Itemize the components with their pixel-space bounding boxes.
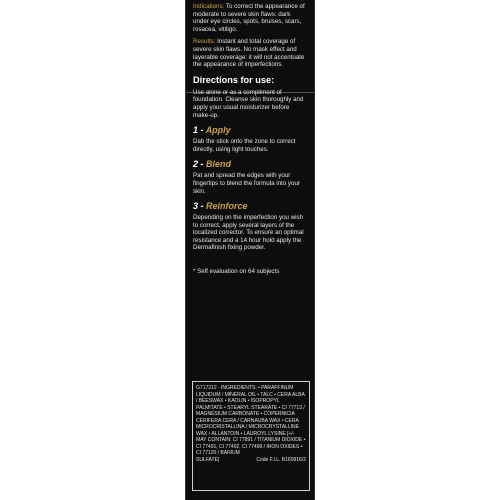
product-box-side-panel [185,0,315,500]
instructions-text [193,3,307,276]
step-text: Dab the stick onto the zone to correct directly, using light touches. [193,138,296,153]
ingredients-last-word: SULFATE] [196,456,220,463]
step-name: Blend [206,159,232,170]
indications-label: Indications: [193,3,225,10]
step-heading [193,201,307,211]
step-text: Depending on the imperfection you wish to correct, apply several layers of the localized corrector. To ensure an optimal resistance and a 14 hour hold apply the Dermafinish fixing powder. [193,214,304,252]
step-name: Reinforce [206,201,248,212]
results-text: Instant and total coverage of severe skin flaws. No mask effect and layerable coverage: it will not accentuate the appearance of imperfections. [193,38,305,69]
indications-section [193,3,307,33]
ingredients-text: G717212 - INGREDIENTS: • PARAFFINUM LIQUIDUM / MINERAL OIL • TALC • CERA ALBA / BEESWAX • KAOLIN • ISOPROPYL PALMITATE • STEARYL STEARATE • CI 77713 / MAGNESIUM CARBONATE • COPERNICIA CERIFERA CERA / CARNAUBA WAX • CERA MICROCRISTALLINA / MICROCRYSTALLINE WAX • ALLANTOIN • LAUROYL LYSINE [+/- MAY CONTAIN: CI 77891 / TITANIUM DIOXIDE • CI 77491, CI 77492, CI 77499 / IRON OXIDES • CI 77120 / BARIUM [196,385,306,456]
indications-text: To correct the appearance of moderate to severe skin flaws: dark under eye circles, spots, bruises, scars, rosacea, vitiligo. [193,3,305,33]
step-heading [193,159,307,169]
step-number: 3 - [193,201,204,212]
batch-code: Code F.I.L. B160916/2 [256,456,306,463]
self-evaluation-footnote: * Self evaluation on 64 subjects [193,268,280,276]
directions-intro: Use alone or as a compliment of foundation. Cleanse skin thoroughly and apply your usual moisturizer before make-up. [193,88,304,119]
ingredients-last-line [196,457,306,464]
step-number: 1 - [193,125,204,136]
step-name: Apply [205,125,231,136]
step-reinforce [193,201,307,252]
results-section [193,38,307,68]
step-heading [193,125,307,135]
step-text: Pat and spread the edges with your fingertips to blend the formula into your skin. [193,172,300,195]
step-blend [193,159,307,195]
step-number: 2 - [193,159,204,170]
ingredients-box [192,381,310,491]
directions-title: Directions for use: [193,74,275,85]
results-label: Results: [193,38,216,46]
step-apply [193,125,307,153]
